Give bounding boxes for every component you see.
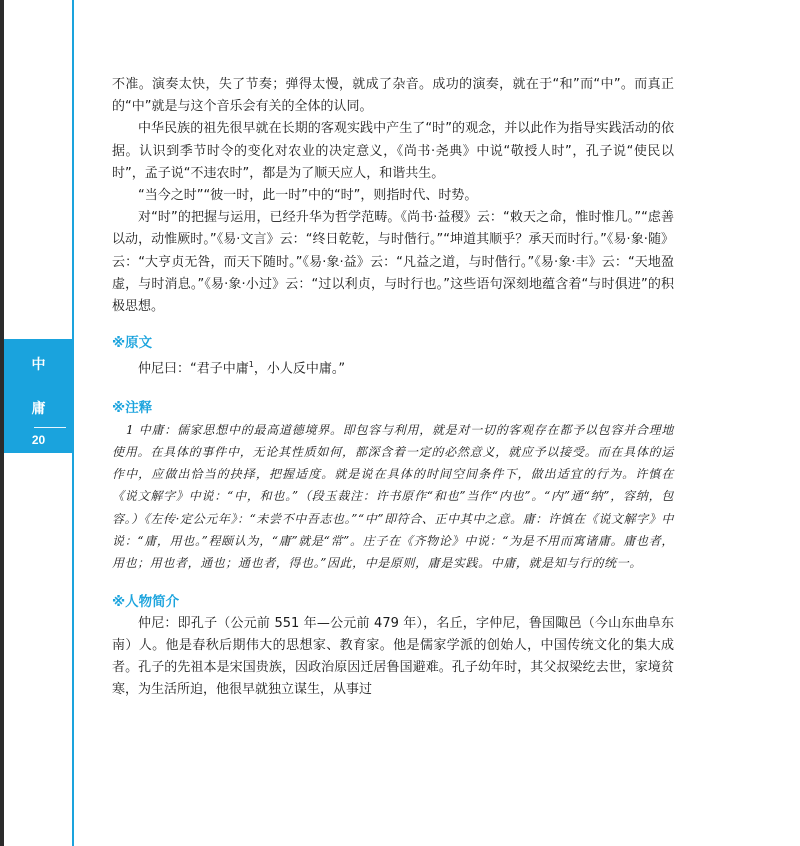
page-number: 20 [31,433,46,447]
intro-paragraph-3: “当今之时”“彼一时，此一时”中的“时”，则指时代、时势。 [138,188,478,204]
intro-paragraph-4: 对“时”的把握与运用，已经升华为哲学范畴。《尚书·益稷》云：“敕天之命，惟时惟几。”“虑善以动，动惟厥时。”《易·文言》云：“终日乾乾，与时偕行。”“坤道其顺乎？承天而时行。”《易·象·随》云：“大亨贞无咎，而天下随时。”《易·象·益》云：“凡益之道，与时偕行。”《易·象·丰》云：“天地盈虚，与时消息。”《易·象·小过》云：“过以利贞，与时行也。”这些语句深刻地蕴含着“与时俱进”的积极思想。 [112,210,674,315]
footnote-marker: 1 [248,360,254,370]
original-text [112,354,674,380]
intro-paragraph-2: 中华民族的祖先很早就在长期的客观实践中产生了“时”的观念，并以此作为指导实践活动的依据。认识到季节时令的变化对农业的决定意义，《尚书·尧典》中说“敬授人时”，孔子说“使民以时”，孟子说“不违农时”，都是为了顺天应人，和谐共生。 [112,121,674,181]
side-tab-char-yong: 庸 [31,401,46,417]
section-heading-original: ※原文 [112,335,153,352]
original-text-part1: 仲尼曰：“君子中庸 [138,361,249,377]
annotation-text: 1 中庸：儒家思想中的最高道德境界。即包容与利用，就是对一切的客观存在都予以包容并合理地使用。在具体的事件中，无论其性质如何，都深含着一定的必然意义，就应予以接受。而在具体的运作中，应做出恰当的抉择，把握适度。就是说在具体的时间空间条件下，做出适宜的行为。许慎在《说文解字》中说：“中，和也。”（段玉裁注：许书原作“和也”当作“内也”。“内”通“纳”，容纳，包容。）《左传·定公元年》：“未尝不中吾志也。”“中”即符合、正中其中之意。庸：许慎在《说文解字》中说：“庸，用也。”程颐认为，“庸”就是“常”。庄子在《齐物论》中说：“为是不用而寓诸庸。庸也者，用也；用也者，通也；通也者，得也。”因此，中是原则，庸是实践。中庸，就是知与行的统一。 [112,422,674,571]
original-text-part2: ，小人反中庸。” [253,361,346,377]
intro-paragraph-1: 不准。演奏太快，失了节奏；弹得太慢，就成了杂音。成功的演奏，就在于“和”而“中”。而真正的“中”就是与这个音乐会有关的全体的认同。 [112,77,674,115]
side-tab-divider [34,427,66,428]
chapter-side-tab [4,339,73,453]
section-heading-notes: ※注释 [112,399,153,416]
section-heading-biography: ※人物简介 [112,593,180,610]
biography-text: 仲尼：即孔子（公元前 551 年—公元前 479 年），名丘，字仲尼，鲁国陬邑（今山东曲阜东南）人。他是春秋后期伟大的思想家、教育家。他是儒家学派的创始人，中国传统文化的集大成者。孔子的先祖本是宋国贵族，因政治原因迁居鲁国避难。孔子幼年时，其父叔梁纥去世，家境贫寒，为生活所迫，他很早就独立谋生，从事过 [112,615,674,698]
page-content [112,74,674,701]
side-tab-char-zhong: 中 [31,357,46,373]
